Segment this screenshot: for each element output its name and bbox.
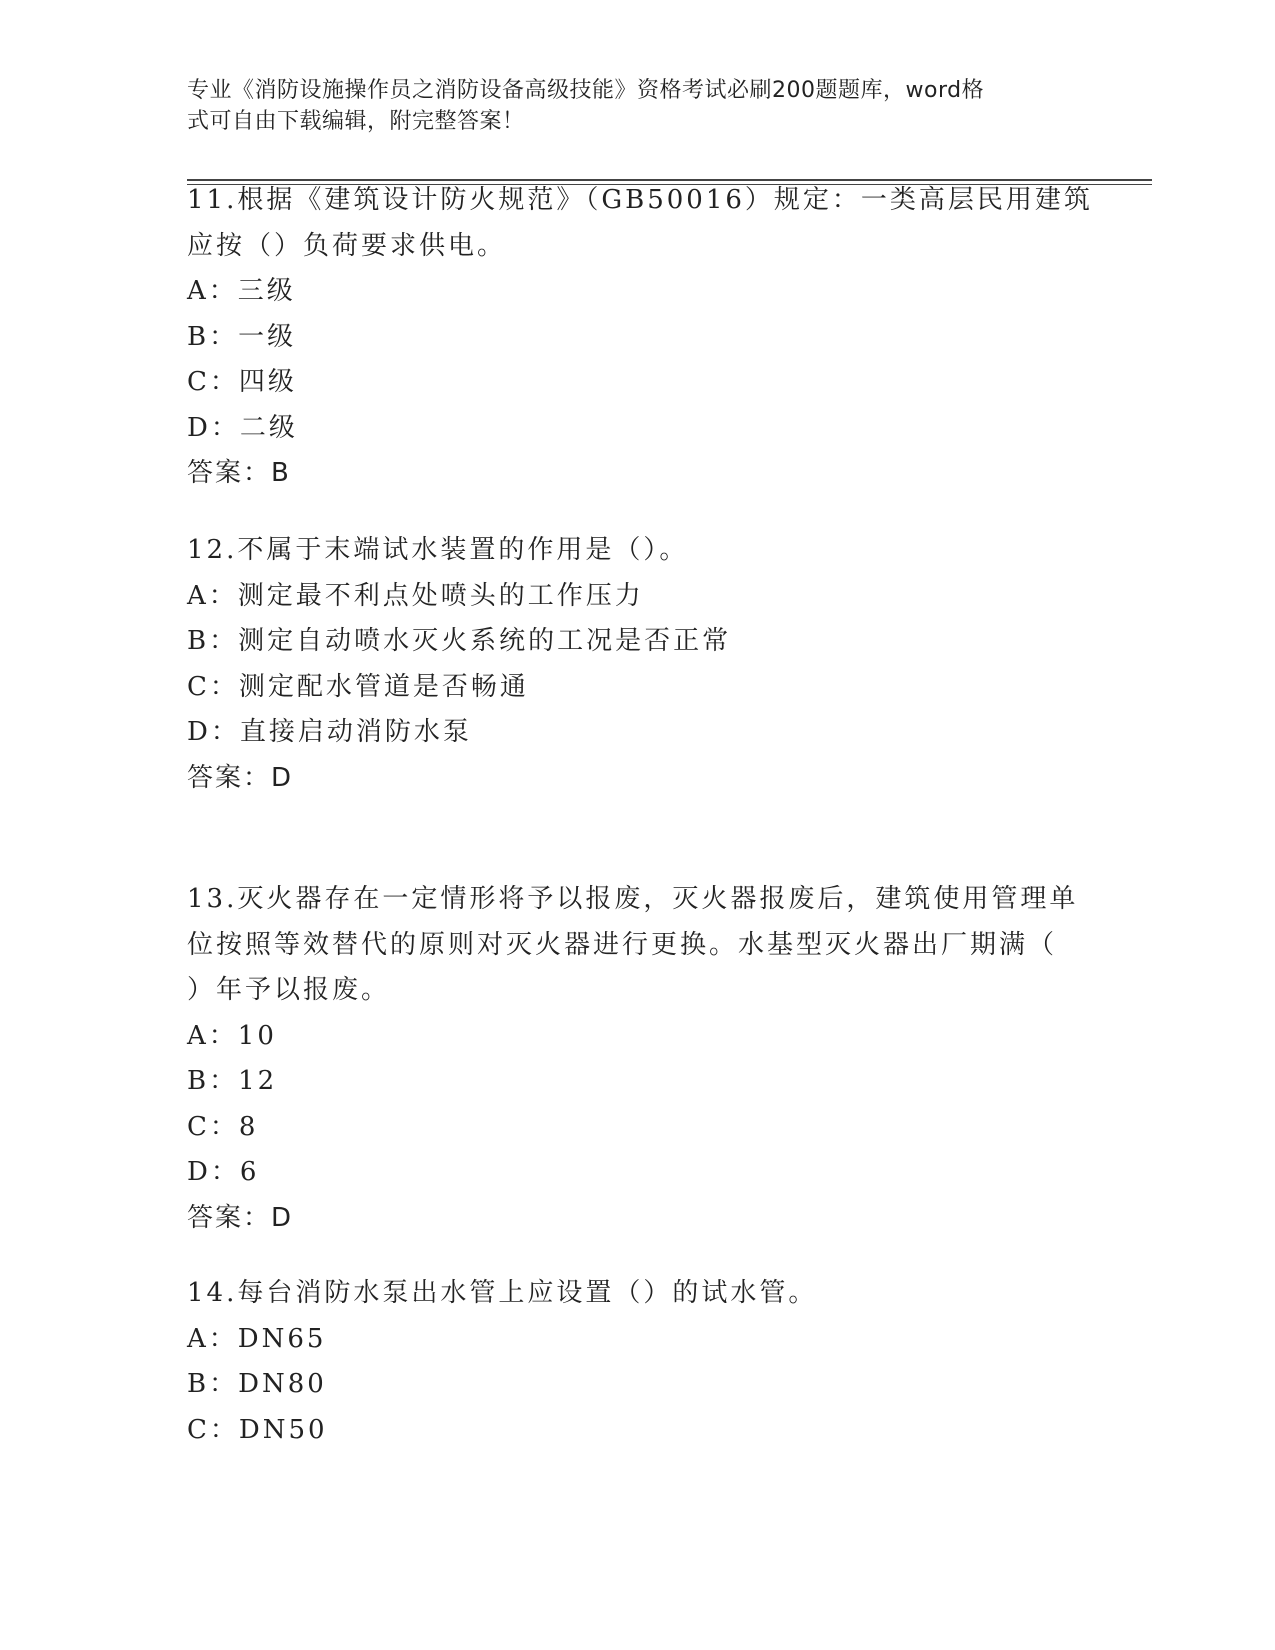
document-header <box>187 75 1077 137</box>
option-a: A：三级 <box>187 276 296 306</box>
option-d: D：二级 <box>187 412 298 443</box>
answer: 答案：B <box>187 458 291 488</box>
option-a: A：测定最不利点处喷头的工作压力 <box>187 580 644 611</box>
option-c: C：8 <box>187 1111 259 1142</box>
option-a: A：DN65 <box>187 1323 327 1354</box>
option-b: B：一级 <box>187 321 297 352</box>
question-stem: 11.根据《建筑设计防火规范》（GB50016）规定：一类高层民用建筑 <box>187 185 1093 215</box>
option-d: D：直接启动消防水泵 <box>187 717 472 747</box>
option-a: A：10 <box>187 1020 277 1051</box>
question-14 <box>187 1271 1077 1453</box>
question-12 <box>187 528 1077 801</box>
question-stem: 12.不属于末端试水装置的作用是（）。 <box>187 535 689 565</box>
option-c: C：测定配水管道是否畅通 <box>187 671 529 702</box>
question-stem: 14.每台消防水泵出水管上应设置（）的试水管。 <box>187 1278 818 1308</box>
question-13 <box>187 877 1077 1241</box>
option-b: B：测定自动喷水灭火系统的工况是否正常 <box>187 626 732 656</box>
answer: 答案：D <box>187 1202 294 1233</box>
option-b: B：12 <box>187 1066 278 1096</box>
option-d: D：6 <box>187 1157 260 1187</box>
option-c: C：四级 <box>187 367 297 397</box>
option-b: B：DN80 <box>187 1369 327 1399</box>
answer: 答案：D <box>187 762 294 793</box>
question-stem: 13.灭火器存在一定情形将予以报废，灭火器报废后，建筑使用管理单 <box>187 884 1079 914</box>
option-c: C：DN50 <box>187 1414 328 1445</box>
header-line-2: 式可自由下载编辑，附完整答案！ <box>187 109 525 134</box>
question-11 <box>187 178 1093 497</box>
question-stem: ）年予以报废。 <box>187 975 391 1005</box>
header-line-1: 专业《消防设施操作员之消防设备高级技能》资格考试必刷200题题库，word格 <box>187 78 985 103</box>
question-stem: 应按（）负荷要求供电。 <box>187 230 507 261</box>
question-stem: 位按照等效替代的原则对灭火器进行更换。水基型灭火器出厂期满（ <box>187 929 1058 960</box>
